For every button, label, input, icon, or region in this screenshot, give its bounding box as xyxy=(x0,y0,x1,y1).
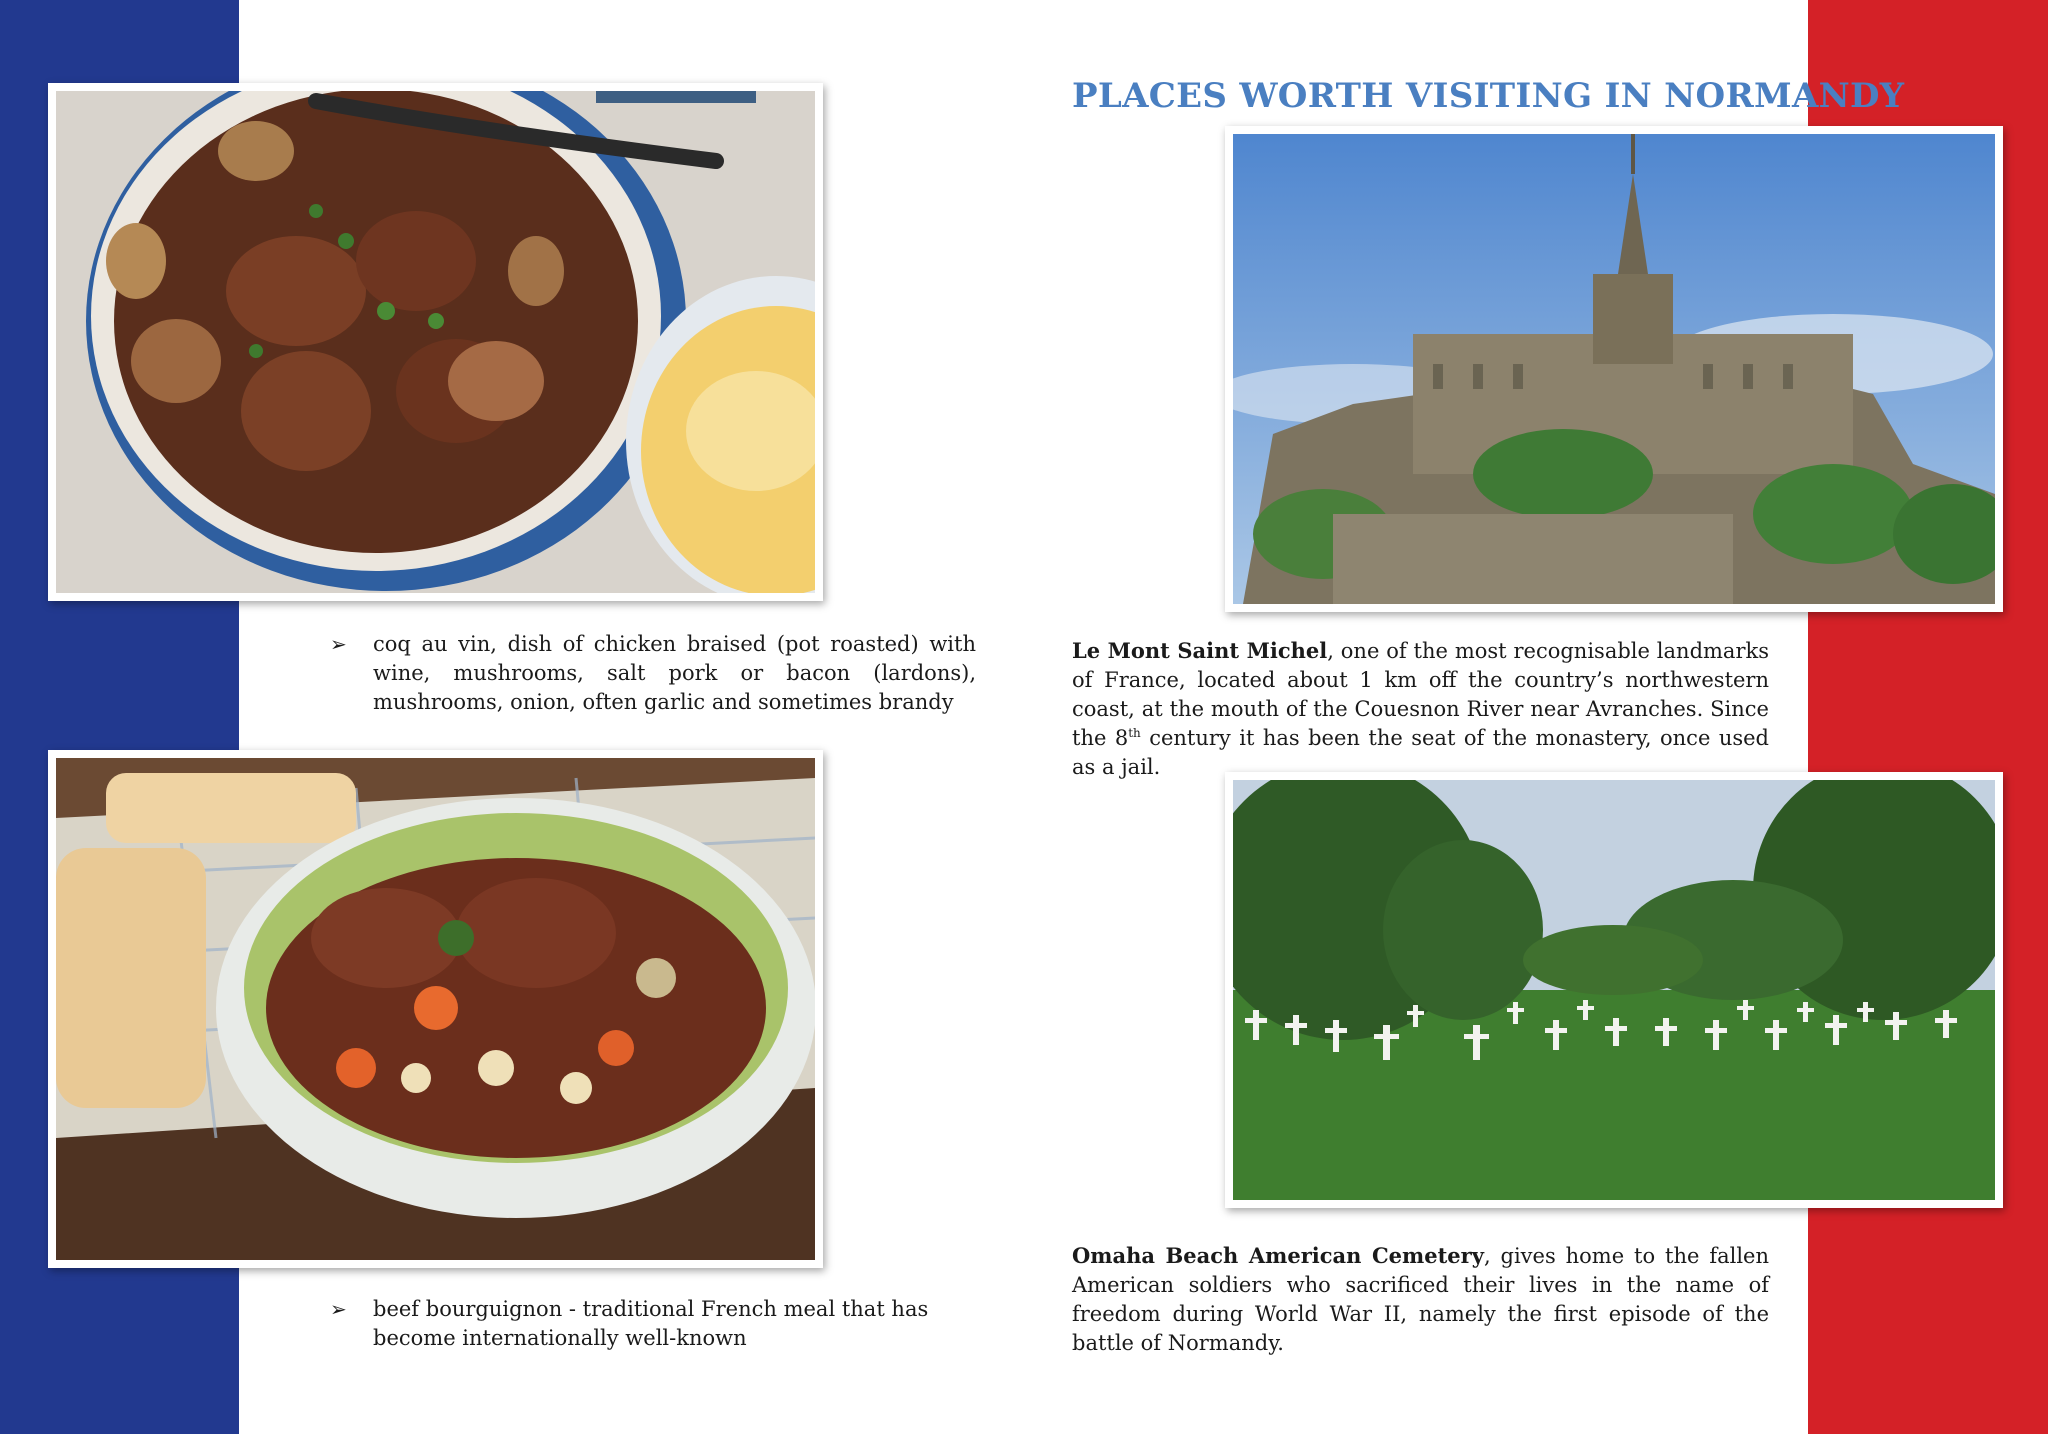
mont-saint-michel-photo xyxy=(1225,126,2003,612)
mont-saint-michel-description: Le Mont Saint Michel, one of the most recognisable landmarks of France, located about 1 km off the country’s northwestern coast, at the mouth of the Couesnon River near Avranches. Since the 8th century it has been the seat of the monastery, once used as a jail. xyxy=(1072,638,1769,779)
beef-bourguignon-photo xyxy=(48,750,823,1268)
omaha-beach-cemetery-description: Omaha Beach American Cemetery, gives home to the fallen American soldiers who sacrificed their lives in the name of freedom during World War II, namely the first episode of the battle of Normandy. xyxy=(1072,1243,1769,1355)
mont-saint-michel-name: Le Mont Saint Michel xyxy=(1072,638,1328,663)
bullet-marker: ➢ xyxy=(330,1297,347,1321)
omaha-beach-cemetery-photo xyxy=(1225,772,2003,1208)
coq-au-vin-description: coq au vin, dish of chicken braised (pot roasted) with wine, mushrooms, salt pork or bacon (lardons), mushrooms, onion, often garlic and sometimes brandy xyxy=(373,632,976,714)
omaha-beach-cemetery-name: Omaha Beach American Cemetery xyxy=(1072,1243,1484,1268)
bullet-marker: ➢ xyxy=(330,632,347,656)
coq-au-vin-photo xyxy=(48,83,823,601)
places-heading: PLACES WORTH VISITING IN NORMANDY xyxy=(1072,76,1905,116)
beef-bourguignon-description: beef bourguignon - traditional French meal that has become internationally well-known xyxy=(373,1297,929,1350)
